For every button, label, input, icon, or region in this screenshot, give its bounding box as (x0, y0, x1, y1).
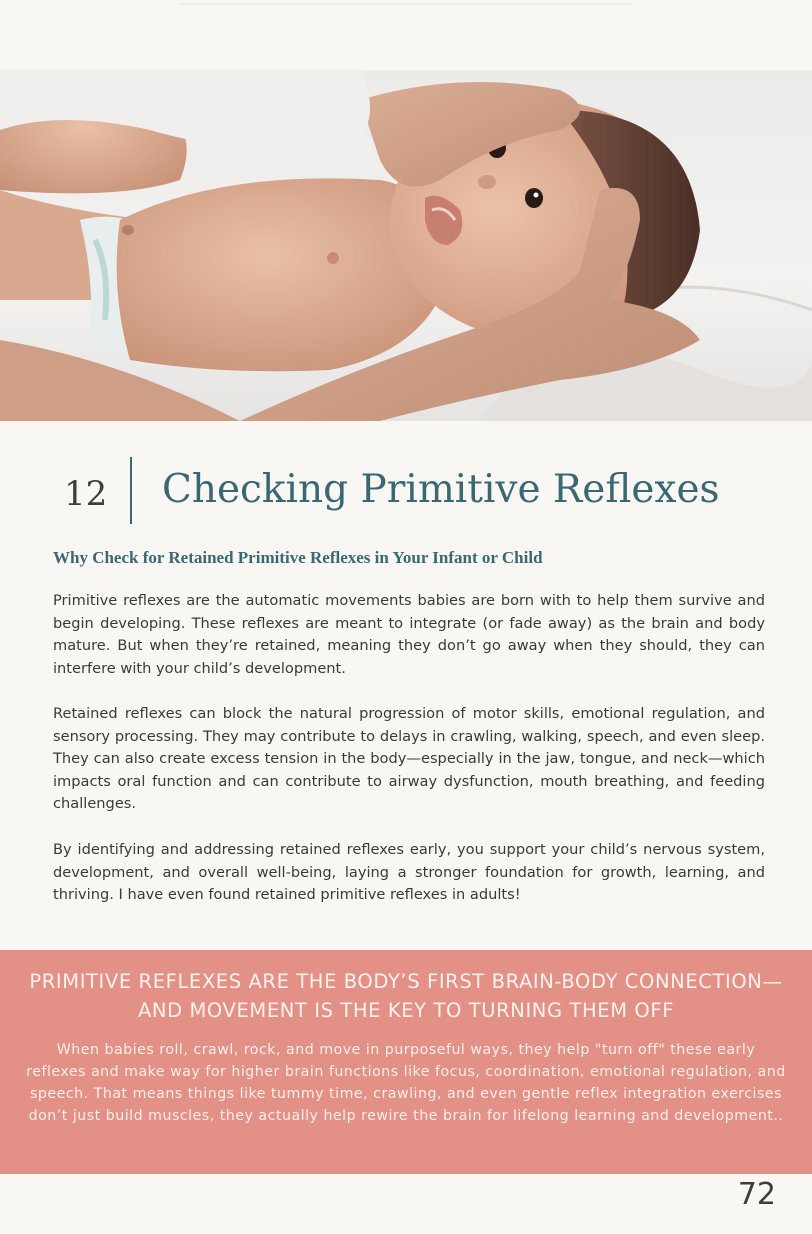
body-paragraph: Retained reflexes can block the natural progression of motor skills, emotional regulation, and sensory processing. They may contribute to delays in crawling, walking, speech, and even sleep. They can also create excess tension in the body—especially in the jaw, tongue, and neck—which impacts oral function and can contribute to airway dysfunction, mouth breathing, and feeding challenges. (53, 705, 765, 813)
page-number: 72 (737, 1177, 776, 1212)
heading-divider (130, 457, 132, 524)
chapter-title: Checking Primitive Reflexes (162, 467, 720, 512)
top-rule (180, 3, 632, 5)
body-paragraph: By identifying and addressing retained reflexes early, you support your child’s nervous system, development, and overall well-being, laying a stronger foundation for growth, learning, and thriving. I have even found retained primitive reflexes in adults! (53, 841, 765, 904)
chapter-number: 12 (64, 474, 108, 514)
section-subheading: Why Check for Retained Primitive Reflexes in Your Infant or Child (53, 548, 543, 567)
callout-title: PRIMITIVE REFLEXES ARE THE BODY’S FIRST BRAIN-BODY CONNECTION—AND MOVEMENT IS THE KEY TO TURNING THEM OFF (29, 970, 783, 1022)
hero-photo (0, 70, 812, 421)
callout-body: When babies roll, crawl, rock, and move in purposeful ways, they help "turn off" these early reflexes and make way for higher brain functions like focus, coordination, emotional regulation, and speech. That means things like tummy time, crawling, and even gentle reflex integration exercises don’t just build muscles, they actually help rewire the brain for lifelong learning and development.. (26, 1042, 786, 1124)
body-paragraph: Primitive reflexes are the automatic movements babies are born with to help them survive and begin developing. These reflexes are meant to integrate (or fade away) as the brain and body mature. But when they’re retained, meaning they don’t go away when they should, they can interfere with your child’s development. (53, 592, 765, 677)
callout-box (0, 950, 812, 1174)
